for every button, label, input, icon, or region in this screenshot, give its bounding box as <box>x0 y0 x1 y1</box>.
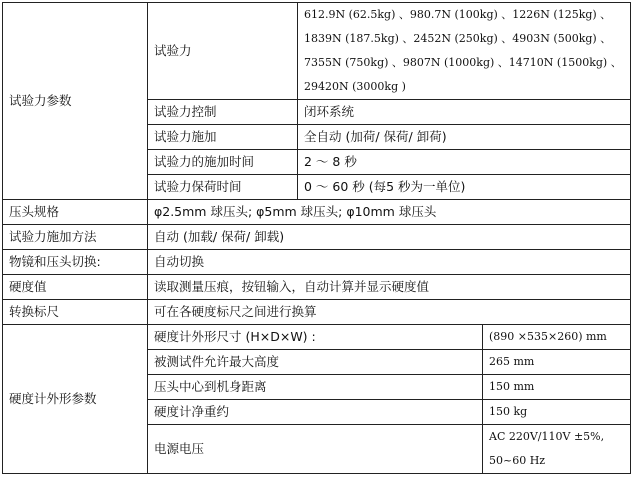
test-force-line: 1839N (187.5kg) 、2452N (250kg) 、4903N (500kg) 、 <box>304 32 612 45</box>
value-force-control: 闭环系统 <box>298 100 631 125</box>
value-force-apply: 全自动 (加荷/ 保荷/ 卸荷) <box>298 125 631 150</box>
test-force-line: 29420N (3000kg ) <box>304 80 406 93</box>
label-switch: 物镜和压头切换: <box>3 250 148 275</box>
table-row <box>3 225 631 250</box>
label-convert: 转换标尺 <box>3 300 148 325</box>
label-weight: 硬度计净重约 <box>148 400 483 425</box>
label-apply-time: 试验力的施加时间 <box>148 150 298 175</box>
label-hold-time: 试验力保荷时间 <box>148 175 298 200</box>
label-force-apply: 试验力施加 <box>148 125 298 150</box>
label-hardness: 硬度值 <box>3 275 148 300</box>
value-hardness: 读取测量压痕，按钮输入，自动计算并显示硬度值 <box>148 275 631 300</box>
power-line: AC 220V/110V ±5%, <box>489 430 605 443</box>
value-apply-time: 2 ～ 8 秒 <box>298 150 631 175</box>
value-distance: 150 mm <box>483 375 631 400</box>
table-row <box>3 300 631 325</box>
value-method: 自动 (加载/ 保荷/ 卸载) <box>148 225 631 250</box>
power-line: 50~60 Hz <box>489 454 546 467</box>
value-weight: 150 kg <box>483 400 631 425</box>
row-header-dims-params: 硬度计外形参数 <box>3 325 148 474</box>
value-convert: 可在各硬度标尺之间进行换算 <box>148 300 631 325</box>
value-power <box>483 425 631 474</box>
label-size: 硬度计外形尺寸 (H×D×W) : <box>148 325 483 350</box>
table-row <box>3 275 631 300</box>
label-force-control: 试验力控制 <box>148 100 298 125</box>
label-method: 试验力施加方法 <box>3 225 148 250</box>
value-size: (890 ×535×260) mm <box>483 325 631 350</box>
table-row <box>3 250 631 275</box>
test-force-line: 7355N (750kg) 、9807N (1000kg) 、14710N (1500kg) 、 <box>304 56 622 69</box>
value-switch: 自动切换 <box>148 250 631 275</box>
label-distance: 压头中心到机身距离 <box>148 375 483 400</box>
value-height: 265 mm <box>483 350 631 375</box>
table-row <box>3 3 631 100</box>
table-row <box>3 200 631 225</box>
table-row <box>3 325 631 350</box>
test-force-line: 612.9N (62.5kg) 、980.7N (100kg) 、1226N (125kg) 、 <box>304 8 612 21</box>
label-test-force: 试验力 <box>148 3 298 100</box>
label-power: 电源电压 <box>148 425 483 474</box>
label-indenter: 压头规格 <box>3 200 148 225</box>
value-hold-time: 0 ～ 60 秒 (每5 秒为一单位) <box>298 175 631 200</box>
value-test-force <box>298 3 631 100</box>
row-header-test-force-params: 试验力参数 <box>3 3 148 200</box>
label-height: 被测试件允许最大高度 <box>148 350 483 375</box>
spec-table <box>2 2 631 474</box>
value-indenter: φ2.5mm 球压头; φ5mm 球压头; φ10mm 球压头 <box>148 200 631 225</box>
